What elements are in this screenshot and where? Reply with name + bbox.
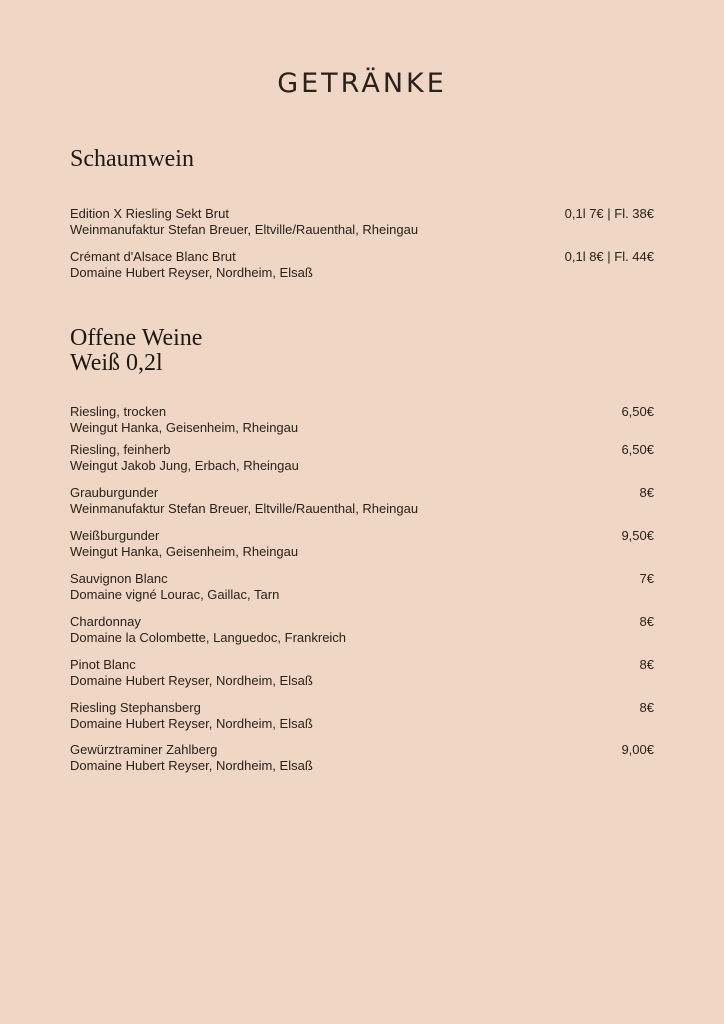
section-heading-schaumwein: Schaumwein xyxy=(70,146,194,172)
menu-item xyxy=(70,614,654,646)
item-name: Gewürztraminer Zahlberg xyxy=(70,742,218,757)
menu-item xyxy=(70,571,654,603)
item-producer: Domaine la Colombette, Languedoc, Frankreich xyxy=(70,630,347,645)
item-producer: Weingut Jakob Jung, Erbach, Rheingau xyxy=(70,458,299,473)
menu-item xyxy=(70,528,654,560)
item-price: 8€ xyxy=(639,700,654,715)
item-name: Crémant d'Alsace Blanc Brut xyxy=(70,249,236,264)
item-producer: Weingut Hanka, Geisenheim, Rheingau xyxy=(70,420,299,435)
menu-item xyxy=(70,206,654,238)
item-price: 0,1l 8€ | Fl. 44€ xyxy=(564,249,654,264)
menu-item xyxy=(70,442,654,474)
item-producer: Weingut Hanka, Geisenheim, Rheingau xyxy=(70,544,299,559)
item-producer: Domaine Hubert Reyser, Nordheim, Elsaß xyxy=(70,673,313,688)
item-price: 8€ xyxy=(639,657,654,672)
section-heading-offene-weine: Offene Weine xyxy=(70,325,203,351)
item-price: 0,1l 7€ | Fl. 38€ xyxy=(564,206,654,221)
item-producer: Domaine Hubert Reyser, Nordheim, Elsaß xyxy=(70,758,313,773)
page-title: GETRÄNKE xyxy=(277,68,447,99)
item-producer: Domaine Hubert Reyser, Nordheim, Elsaß xyxy=(70,265,313,280)
item-price: 6,50€ xyxy=(621,404,654,419)
item-name: Sauvignon Blanc xyxy=(70,571,168,586)
menu-item xyxy=(70,485,654,517)
item-name: Grauburgunder xyxy=(70,485,159,500)
item-name: Riesling Stephansberg xyxy=(70,700,201,715)
menu-item xyxy=(70,404,654,436)
menu-item xyxy=(70,742,654,774)
item-producer: Domaine vigné Lourac, Gaillac, Tarn xyxy=(70,587,280,602)
item-producer: Weinmanufaktur Stefan Breuer, Eltville/Rauenthal, Rheingau xyxy=(70,501,419,516)
item-price: 7€ xyxy=(639,571,654,586)
item-name: Riesling, feinherb xyxy=(70,442,171,457)
item-producer: Domaine Hubert Reyser, Nordheim, Elsaß xyxy=(70,716,313,731)
item-price: 9,50€ xyxy=(621,528,654,543)
item-name: Chardonnay xyxy=(70,614,141,629)
menu-item xyxy=(70,657,654,689)
item-name: Weißburgunder xyxy=(70,528,160,543)
item-producer: Weinmanufaktur Stefan Breuer, Eltville/Rauenthal, Rheingau xyxy=(70,222,419,237)
item-price: 6,50€ xyxy=(621,442,654,457)
item-name: Edition X Riesling Sekt Brut xyxy=(70,206,229,221)
item-name: Riesling, trocken xyxy=(70,404,167,419)
menu-item xyxy=(70,700,654,732)
item-name: Pinot Blanc xyxy=(70,657,136,672)
item-price: 8€ xyxy=(639,485,654,500)
section-subheading-weiss: Weiß 0,2l xyxy=(70,350,163,376)
menu-item xyxy=(70,249,654,281)
item-price: 9,00€ xyxy=(621,742,654,757)
item-price: 8€ xyxy=(639,614,654,629)
